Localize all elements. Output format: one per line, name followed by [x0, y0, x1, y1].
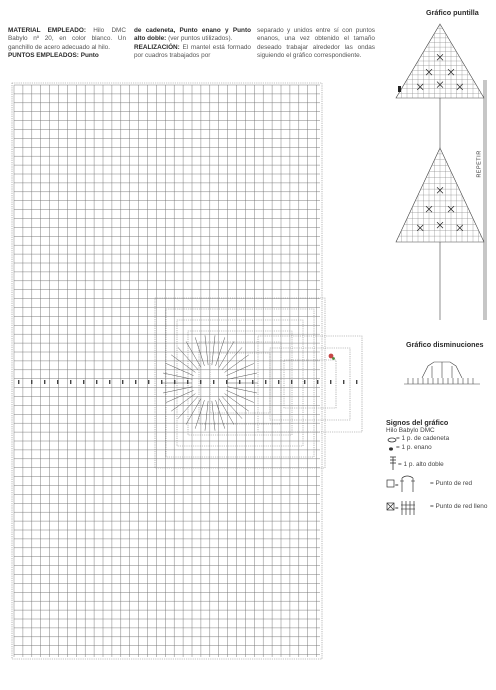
svg-text:=: = — [395, 483, 399, 489]
puntos-heading: PUNTOS EMPLEADOS: — [8, 52, 79, 60]
legend-enano: = 1 p. enano — [396, 444, 432, 451]
legend-red: = Punto de red — [430, 480, 473, 487]
instructions-text: separado y unidos entre sí con puntos enanos, una vez obtenido el tamaño deseado trabajar alrededor las ondas siguiendo el gráfico correspondiente. — [257, 27, 375, 60]
legend-cadeneta: = 1 p. de cadeneta — [396, 435, 450, 442]
realizacion-heading: REALIZACIÓN: — [134, 43, 180, 51]
puntilla-chart-title: Gráfico puntilla — [426, 8, 479, 17]
puntos-text: (ver puntos utilizados). — [168, 35, 233, 43]
punto-red-symbol-icon — [386, 474, 428, 494]
legend-alto-doble: = 1 p. alto doble — [398, 461, 444, 468]
repetir-label-wrap — [472, 150, 492, 180]
legend-red-lleno: = Punto de red lleno — [430, 503, 488, 510]
material-heading: MATERIAL EMPLEADO: — [8, 27, 86, 34]
svg-text:=: = — [395, 506, 399, 512]
disminuciones-chart — [402, 356, 482, 390]
realizacion-text: El mantel está formado por cuadros trabajados por — [134, 43, 251, 60]
legend-thread: Hilo Babylo DMC — [386, 427, 435, 434]
puntos-bold: de cadeneta, Punto enano y Punto alto doble: — [134, 27, 251, 43]
material-text: Hilo DMC Babylo nº 20, en color blanco. Un ganchillo de acero adecuado al hilo. — [8, 27, 126, 51]
disminuciones-chart-title: Gráfico disminuciones — [406, 340, 484, 349]
puntos-word: Punto — [80, 52, 99, 60]
repetir-label: REPETIR — [476, 150, 483, 178]
legend-title: Signos del gráfico — [386, 418, 449, 427]
punto-red-lleno-symbol-icon — [386, 497, 428, 517]
